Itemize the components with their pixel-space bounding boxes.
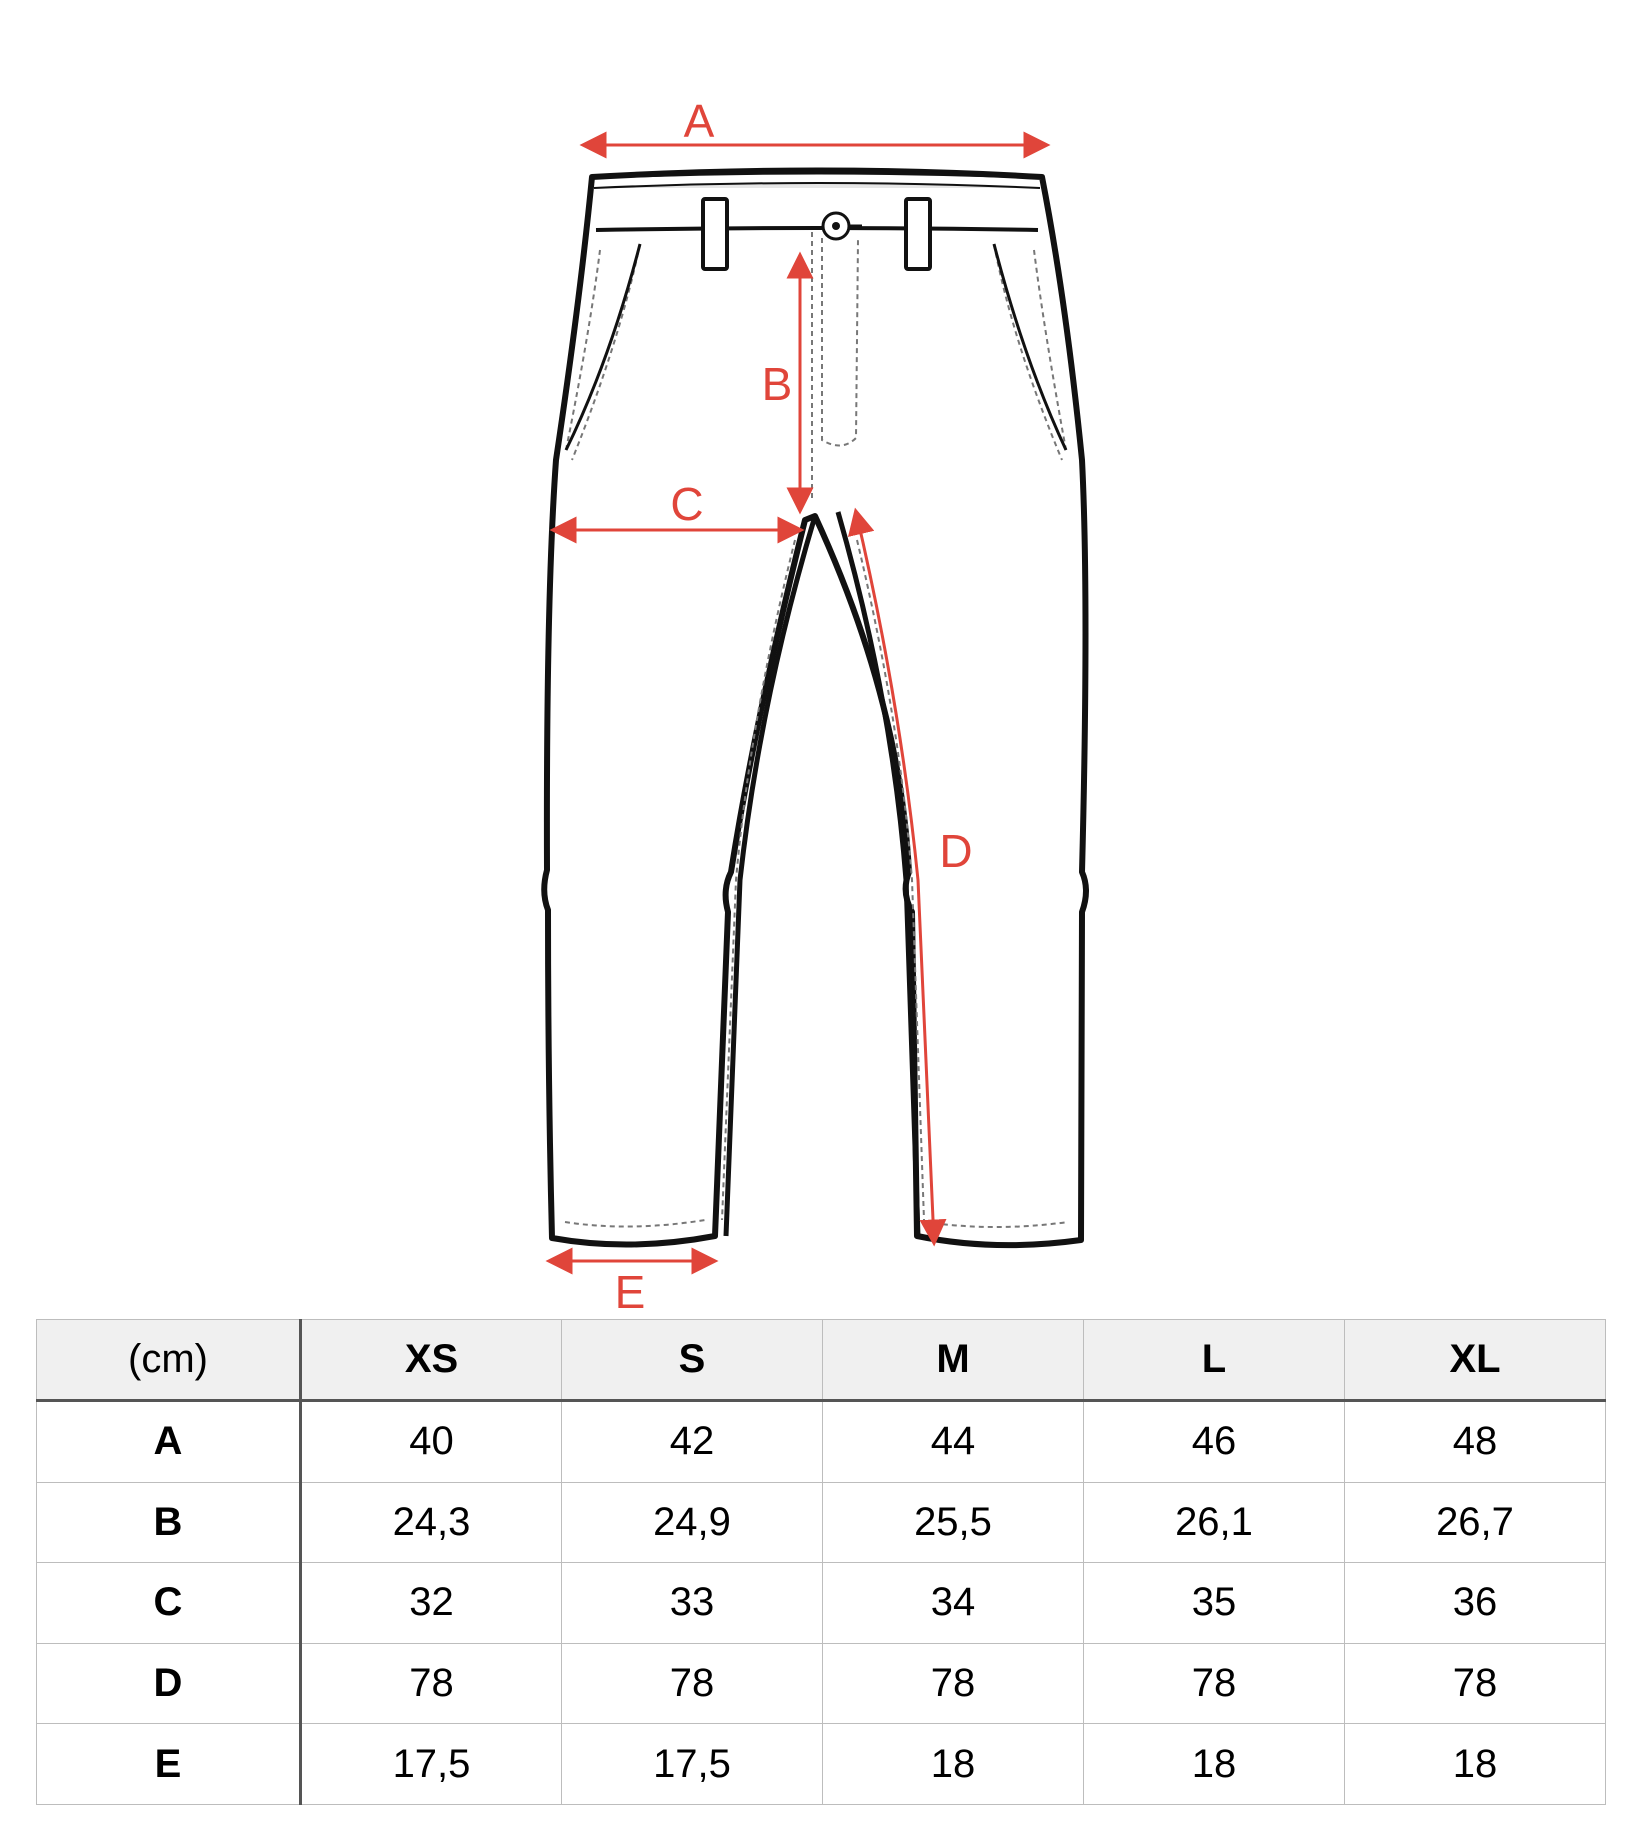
size-header: L bbox=[1084, 1320, 1345, 1401]
pants-outline bbox=[544, 171, 1086, 1246]
table-cell: 24,9 bbox=[562, 1482, 823, 1563]
label-a: A bbox=[683, 95, 715, 147]
row-key: E bbox=[37, 1724, 301, 1805]
size-header: XL bbox=[1345, 1320, 1606, 1401]
table-cell: 46 bbox=[1084, 1401, 1345, 1483]
table-row bbox=[37, 1482, 1606, 1563]
size-header: XS bbox=[301, 1320, 562, 1401]
size-header: S bbox=[562, 1320, 823, 1401]
table-cell: 44 bbox=[823, 1401, 1084, 1483]
table-cell: 26,7 bbox=[1345, 1482, 1606, 1563]
row-key: C bbox=[37, 1563, 301, 1644]
table-cell: 78 bbox=[1345, 1643, 1606, 1724]
table-cell: 18 bbox=[1084, 1724, 1345, 1805]
table-cell: 18 bbox=[823, 1724, 1084, 1805]
table-row bbox=[37, 1643, 1606, 1724]
table-row bbox=[37, 1401, 1606, 1483]
row-key: A bbox=[37, 1401, 301, 1483]
table-cell: 35 bbox=[1084, 1563, 1345, 1644]
table-cell: 78 bbox=[1084, 1643, 1345, 1724]
table-row bbox=[37, 1563, 1606, 1644]
table-cell: 78 bbox=[823, 1643, 1084, 1724]
table-cell: 34 bbox=[823, 1563, 1084, 1644]
label-b: B bbox=[761, 358, 793, 410]
table-cell: 24,3 bbox=[301, 1482, 562, 1563]
table-cell: 78 bbox=[562, 1643, 823, 1724]
table-cell: 32 bbox=[301, 1563, 562, 1644]
table-cell: 42 bbox=[562, 1401, 823, 1483]
table-cell: 40 bbox=[301, 1401, 562, 1483]
row-key: B bbox=[37, 1482, 301, 1563]
label-c: C bbox=[670, 478, 704, 530]
table-cell: 33 bbox=[562, 1563, 823, 1644]
table-cell: 18 bbox=[1345, 1724, 1606, 1805]
unit-header: (cm) bbox=[37, 1320, 301, 1401]
size-header: M bbox=[823, 1320, 1084, 1401]
table-header-row bbox=[37, 1320, 1606, 1401]
size-table bbox=[36, 1319, 1606, 1805]
table-cell: 48 bbox=[1345, 1401, 1606, 1483]
table-cell: 26,1 bbox=[1084, 1482, 1345, 1563]
table-cell: 78 bbox=[301, 1643, 562, 1724]
row-key: D bbox=[37, 1643, 301, 1724]
label-e: E bbox=[614, 1266, 646, 1318]
label-d: D bbox=[939, 825, 973, 877]
table-cell: 36 bbox=[1345, 1563, 1606, 1644]
table-cell: 25,5 bbox=[823, 1482, 1084, 1563]
table-cell: 17,5 bbox=[562, 1724, 823, 1805]
table-row bbox=[37, 1724, 1606, 1805]
table-cell: 17,5 bbox=[301, 1724, 562, 1805]
